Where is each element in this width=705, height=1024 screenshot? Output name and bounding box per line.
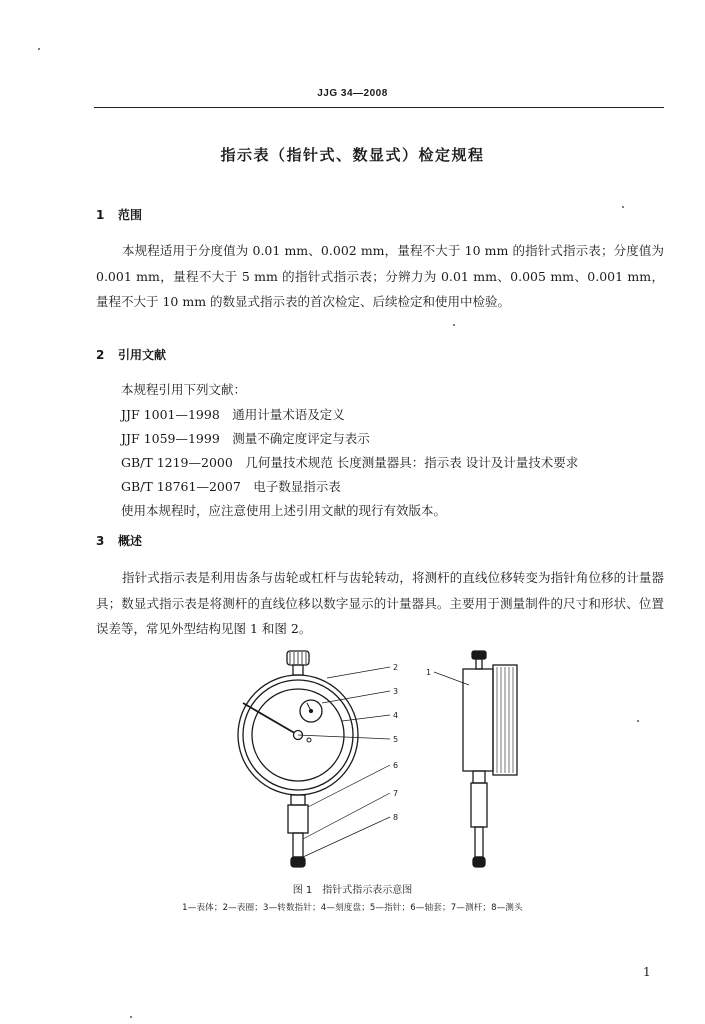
section-3-number: 3 xyxy=(96,534,105,548)
measuring-rod xyxy=(293,833,303,857)
reference-item: GB/T 1219—2000 几何量技术规范 长度测量器具：指示表 设计及计量技术要求 xyxy=(121,455,579,470)
reference-item: JJF 1059—1999 测量不确定度评定与表示 xyxy=(121,431,370,446)
section-3-heading xyxy=(96,532,142,549)
scan-speck xyxy=(38,48,40,50)
scan-speck xyxy=(130,1016,132,1018)
references-intro: 本规程引用下列文献： xyxy=(121,382,247,397)
dial-indicator-figure xyxy=(225,645,530,877)
page-number: 1 xyxy=(643,965,651,979)
callout-6: 6 xyxy=(393,761,399,770)
section-2-heading xyxy=(96,346,166,363)
contact-point xyxy=(291,857,305,867)
section-2-title: 引用文献 xyxy=(118,348,167,362)
standard-code-header: JJG 34—2008 xyxy=(317,88,388,99)
section-2-number: 2 xyxy=(96,348,105,362)
section-1-number: 1 xyxy=(96,208,105,222)
spindle-sleeve xyxy=(288,805,308,833)
references-note: 使用本规程时，应注意使用上述引用文献的现行有效版本。 xyxy=(121,503,447,518)
header-rule xyxy=(94,107,664,108)
scan-speck xyxy=(453,324,455,326)
scan-speck xyxy=(637,720,639,722)
document-title: 指示表（指针式、数显式）检定规程 xyxy=(220,146,485,164)
callout-2: 2 xyxy=(393,663,399,672)
reference-item: GB/T 18761—2007 电子数显指示表 xyxy=(121,479,341,494)
side-rod xyxy=(475,827,483,857)
callout-4: 4 xyxy=(393,711,399,720)
figure-legend: 1—表体；2—表圈；3—转数指针；4—刻度盘；5—指针；6—轴套；7—测杆；8—测头 xyxy=(182,903,523,913)
callout-7: 7 xyxy=(393,789,399,798)
callout-1: 1 xyxy=(426,668,432,677)
section-1-heading xyxy=(96,206,142,223)
section-3-paragraph: 指针式指示表是利用齿条与齿轮或杠杆与齿轮转动，将测杆的直线位移转变为指针角位移的计量器具；数显式指示表是将测杆的直线位移以数字显示的计量器具。主要用于测量制件的尺寸和形状、位置误差等，常见外型结构见图 1 和图 2。 xyxy=(96,570,664,636)
section-1-title: 范围 xyxy=(118,208,143,222)
section-1-paragraph: 本规程适用于分度值为 0.01 mm、0.002 mm，量程不大于 10 mm 的指针式指示表；分度值为 0.001 mm，量程不大于 5 mm 的指针式指示表；分辨力为 0.01 mm、0.005 mm、0.001 mm，量程不大于 10 mm 的数显式指示表的首次检定、后续检定和使用中检验。 xyxy=(96,243,664,309)
side-sleeve xyxy=(471,783,487,827)
reference-item: JJF 1001—1998 通用计量术语及定义 xyxy=(121,407,345,422)
callout-8: 8 xyxy=(393,813,399,822)
figure-caption: 图 1 指针式指示表示意图 xyxy=(292,885,413,896)
dial-pointer xyxy=(243,703,298,735)
callout-3: 3 xyxy=(393,687,399,696)
callout-5: 5 xyxy=(393,735,399,744)
section-3-title: 概述 xyxy=(118,534,143,548)
scan-speck xyxy=(622,206,624,208)
